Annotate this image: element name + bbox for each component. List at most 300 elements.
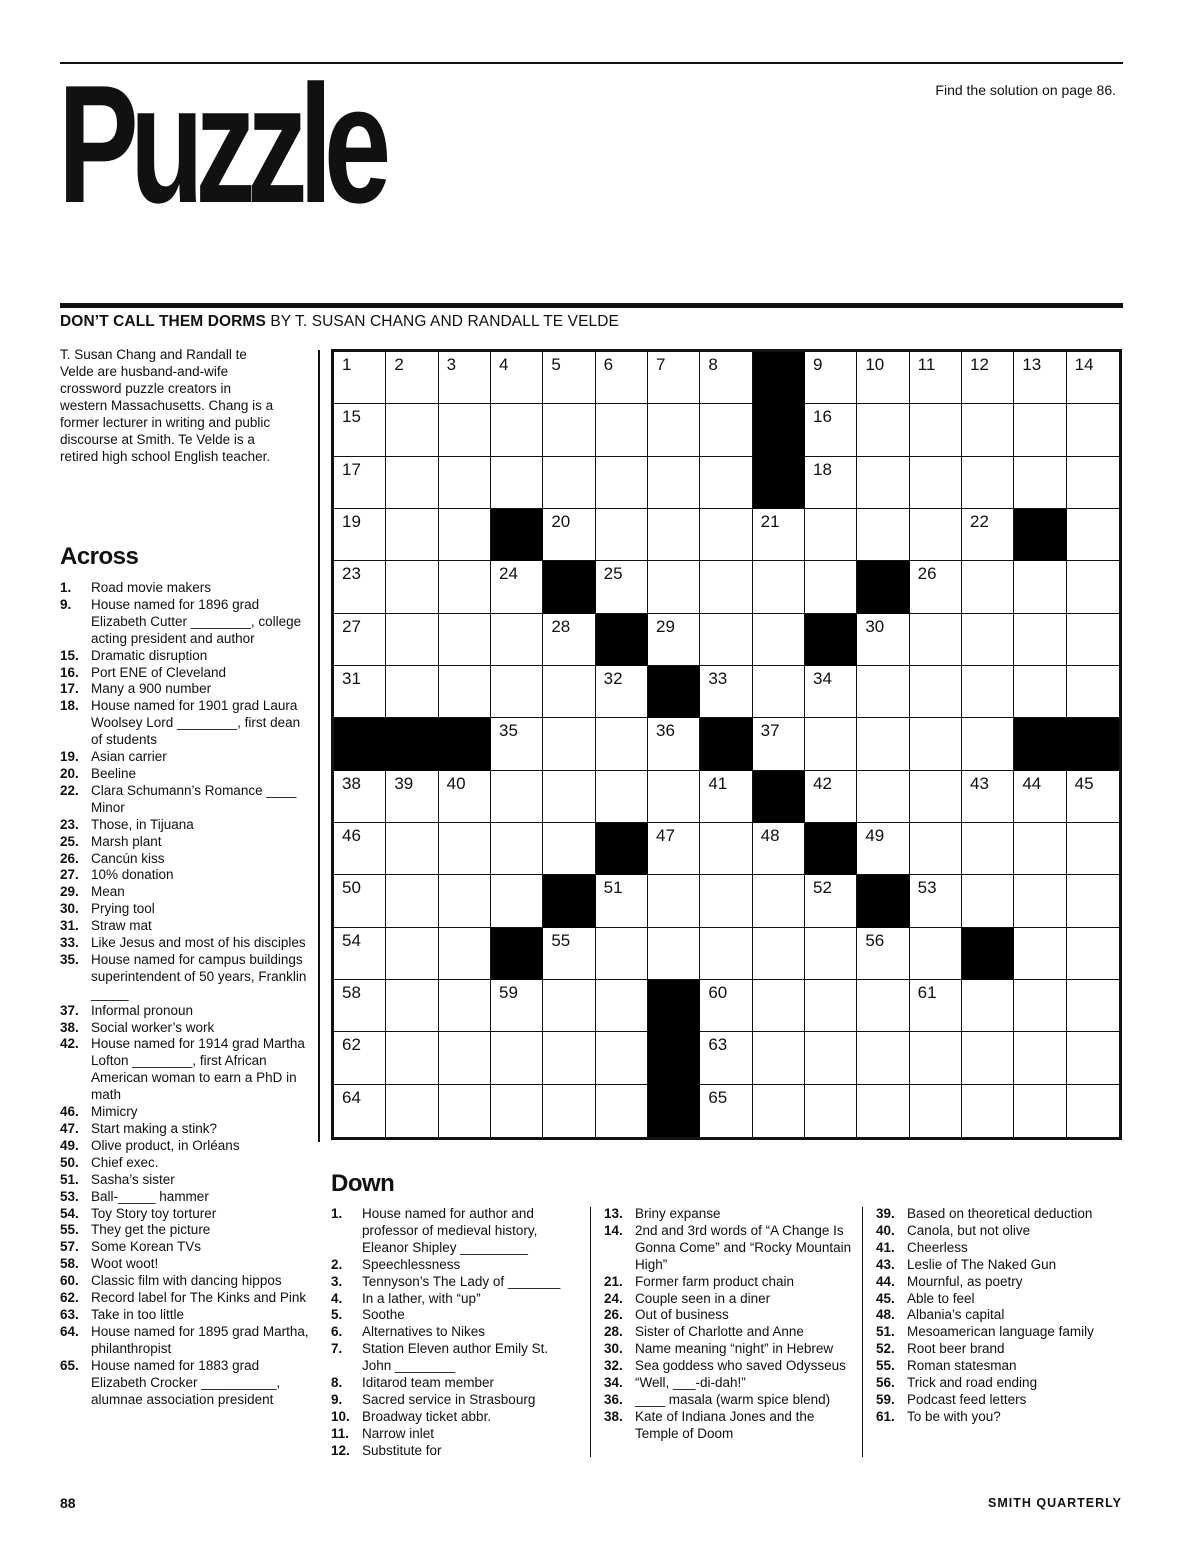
grid-cell[interactable] [753,1085,805,1137]
grid-cell[interactable] [700,614,752,666]
cell-number: 18 [813,459,832,479]
grid-cell[interactable] [962,352,1014,404]
grid-cell[interactable] [1067,457,1119,509]
grid-cell[interactable] [1067,666,1119,718]
grid-cell[interactable] [386,352,438,404]
grid-cell[interactable] [1067,352,1119,404]
grid-cell[interactable] [700,561,752,613]
grid-cell[interactable] [910,614,962,666]
grid-cell[interactable] [857,509,909,561]
cell-number: 34 [813,669,832,688]
grid-cell[interactable] [753,928,805,980]
grid-cell[interactable] [700,928,752,980]
clue-text: Station Eleven author Emily St. John ________ [362,1341,549,1374]
grid-cell[interactable] [700,771,752,823]
grid-cell[interactable] [386,928,438,980]
clue-text: Out of business [635,1307,729,1323]
grid-cell[interactable] [962,875,1014,927]
grid-cell[interactable] [857,823,909,875]
grid-cell[interactable] [439,771,491,823]
cell-number: 23 [342,564,361,584]
grid-cell[interactable] [700,352,752,404]
grid-cell[interactable] [805,561,857,613]
grid-cell[interactable] [439,980,491,1032]
grid-block [805,614,857,666]
grid-cell[interactable] [648,352,700,404]
grid-cell[interactable] [543,928,595,980]
grid-cell[interactable] [1067,823,1119,875]
clue-number: 38. [604,1408,623,1424]
grid-cell[interactable] [910,980,962,1032]
clue-text: Woot woot! [91,1256,159,1272]
clue-text: House named for 1914 grad Martha Lofton ________, first African American woman to earn a PhD in math [91,1036,305,1103]
grid-cell[interactable] [1067,404,1119,456]
grid-cell[interactable] [386,457,438,509]
cell-number: 4 [499,355,509,374]
grid-cell[interactable] [491,771,543,823]
grid-cell[interactable] [962,561,1014,613]
grid-cell[interactable] [543,823,595,875]
clue-text: They get the picture [91,1222,211,1238]
clue-text: House named for 1901 grad Laura Woolsey Lord ________, first dean of students [91,698,301,748]
grid-cell[interactable] [753,561,805,613]
clue-number: 18. [60,698,79,714]
grid-cell[interactable] [491,561,543,613]
grid-cell[interactable] [753,509,805,561]
grid-cell[interactable] [439,1085,491,1137]
grid-cell[interactable] [334,771,386,823]
cell-number: 6 [603,355,614,374]
grid-cell[interactable] [648,771,700,823]
grid-block [648,666,700,718]
grid-cell[interactable] [491,875,543,927]
clue-number: 5. [331,1307,343,1323]
clue-item [60,918,310,935]
clue-item [876,1324,1122,1341]
grid-cell[interactable] [805,980,857,1032]
clue-item [876,1274,1122,1291]
grid-cell[interactable] [334,614,386,666]
grid-cell[interactable] [648,404,700,456]
clue-item [876,1392,1122,1409]
grid-cell[interactable] [700,457,752,509]
grid-cell[interactable] [543,771,595,823]
grid-cell[interactable] [596,771,648,823]
clue-item [331,1443,581,1460]
clue-item [60,681,310,698]
grid-cell[interactable] [857,352,909,404]
grid-block [753,457,805,509]
clue-item [331,1341,581,1375]
grid-cell[interactable] [962,1032,1014,1084]
grid-cell[interactable] [1067,1085,1119,1137]
clue-text: Trick and road ending [907,1375,1038,1391]
grid-cell[interactable] [910,457,962,509]
grid-cell[interactable] [334,561,386,613]
clue-text: Social worker’s work [91,1019,215,1035]
grid-cell[interactable] [1014,875,1066,927]
grid-cell[interactable] [596,404,648,456]
grid-cell[interactable] [439,509,491,561]
clue-text: Leslie of The Naked Gun [907,1256,1057,1272]
grid-cell[interactable] [805,509,857,561]
grid-cell[interactable] [386,771,438,823]
grid-cell[interactable] [1067,509,1119,561]
grid-cell[interactable] [1067,980,1119,1032]
clue-text: Many a 900 number [91,681,212,697]
grid-cell[interactable] [1014,1032,1066,1084]
clue-number: 22. [60,782,79,798]
grid-cell[interactable] [962,614,1014,666]
clue-number: 1. [331,1206,343,1221]
grid-cell[interactable] [334,404,386,456]
grid-cell[interactable] [596,457,648,509]
grid-cell[interactable] [543,509,595,561]
grid-cell[interactable] [648,509,700,561]
grid-cell[interactable] [334,457,386,509]
grid-cell[interactable] [334,666,386,718]
clue-item [60,867,310,884]
clue-number: 45. [876,1290,895,1306]
grid-cell[interactable] [439,614,491,666]
column-divider [862,1207,863,1457]
grid-cell[interactable] [910,352,962,404]
clue-number: 20. [60,765,79,781]
grid-cell[interactable] [700,980,752,1032]
clue-item [331,1257,581,1274]
grid-cell[interactable] [857,666,909,718]
clue-text: Some Korean TVs [91,1239,202,1255]
grid-block [648,980,700,1032]
grid-cell[interactable] [857,928,909,980]
grid-cell[interactable] [439,404,491,456]
grid-cell[interactable] [648,823,700,875]
clue-number: 33. [60,935,79,951]
grid-cell[interactable] [910,404,962,456]
cell-number: 28 [551,616,571,636]
grid-cell[interactable] [543,1085,595,1137]
grid-cell[interactable] [1014,823,1066,875]
grid-cell[interactable] [753,718,805,770]
grid-cell[interactable] [910,771,962,823]
grid-cell[interactable] [962,457,1014,509]
grid-cell[interactable] [910,928,962,980]
grid-cell[interactable] [648,875,700,927]
grid-cell[interactable] [700,509,752,561]
clue-number: 62. [60,1290,79,1306]
grid-cell[interactable] [439,457,491,509]
grid-cell[interactable] [962,404,1014,456]
grid-cell[interactable] [857,457,909,509]
cell-number: 39 [394,773,414,793]
grid-cell[interactable] [857,980,909,1032]
grid-cell[interactable] [491,404,543,456]
grid-cell[interactable] [334,1032,386,1084]
clue-number: 14. [604,1222,623,1238]
grid-cell[interactable] [700,875,752,927]
clue-text: Iditarod team member [362,1375,495,1391]
clue-item [60,1020,310,1037]
grid-cell[interactable] [910,718,962,770]
grid-cell[interactable] [700,1032,752,1084]
cell-number: 37 [760,721,780,741]
clue-text: Sister of Charlotte and Anne [635,1324,804,1340]
grid-cell[interactable] [805,928,857,980]
grid-cell[interactable] [910,823,962,875]
clue-text: House named for 1883 grad Elizabeth Crocker __________, alumnae association president [91,1357,281,1407]
grid-block [753,352,805,404]
clue-item [604,1392,856,1409]
grid-cell[interactable] [596,928,648,980]
grid-cell[interactable] [596,561,648,613]
cell-number: 13 [1022,355,1042,374]
cell-number: 35 [499,721,518,741]
clue-text: Alternatives to Nikes [362,1324,486,1340]
grid-cell[interactable] [1067,561,1119,613]
clue-text: Speechlessness [362,1256,461,1272]
grid-cell[interactable] [491,666,543,718]
grid-cell[interactable] [962,771,1014,823]
grid-cell[interactable] [700,1085,752,1137]
grid-block [1014,509,1066,561]
clue-number: 61. [876,1408,895,1424]
grid-cell[interactable] [491,980,543,1032]
grid-cell[interactable] [491,352,543,404]
grid-cell[interactable] [491,823,543,875]
clue-item [60,1358,310,1409]
grid-block [648,1085,700,1137]
grid-cell[interactable] [543,352,595,404]
grid-cell[interactable] [857,1032,909,1084]
grid-cell[interactable] [700,666,752,718]
grid-cell[interactable] [648,561,700,613]
grid-cell[interactable] [543,1032,595,1084]
grid-cell[interactable] [334,823,386,875]
grid-cell[interactable] [386,1032,438,1084]
grid-cell[interactable] [439,1032,491,1084]
grid-cell[interactable] [805,771,857,823]
grid-cell[interactable] [596,1032,648,1084]
grid-cell[interactable] [857,1085,909,1137]
grid-cell[interactable] [439,666,491,718]
grid-cell[interactable] [962,980,1014,1032]
grid-cell[interactable] [386,875,438,927]
clue-item [876,1223,1122,1240]
clue-item [331,1307,581,1324]
grid-cell[interactable] [1014,980,1066,1032]
cell-number: 41 [708,773,728,793]
clue-number: 16. [60,664,79,680]
grid-cell[interactable] [1014,666,1066,718]
clue-item [60,749,310,766]
grid-block [857,875,909,927]
grid-cell[interactable] [648,718,700,770]
grid-cell[interactable] [1014,1085,1066,1137]
grid-cell[interactable] [596,875,648,927]
cell-number: 32 [603,669,623,688]
grid-cell[interactable] [910,1085,962,1137]
grid-cell[interactable] [805,718,857,770]
clue-item [60,1239,310,1256]
cell-number: 1 [342,355,352,374]
clue-item [60,851,310,868]
grid-cell[interactable] [386,823,438,875]
grid-cell[interactable] [439,561,491,613]
grid-cell[interactable] [910,509,962,561]
grid-cell[interactable] [491,457,543,509]
grid-cell[interactable] [596,1085,648,1137]
grid-cell[interactable] [753,875,805,927]
clue-number: 44. [876,1273,895,1289]
grid-cell[interactable] [962,666,1014,718]
clue-number: 17. [60,681,79,697]
grid-block [1014,718,1066,770]
grid-cell[interactable] [1014,404,1066,456]
cell-number: 59 [499,983,518,1002]
clue-item [604,1375,856,1392]
grid-block [491,928,543,980]
grid-cell[interactable] [700,404,752,456]
clue-number: 7. [331,1341,343,1357]
grid-cell[interactable] [805,404,857,456]
clue-item [60,1290,310,1307]
grid-cell[interactable] [491,614,543,666]
grid-cell[interactable] [439,823,491,875]
cell-number: 42 [813,773,832,793]
grid-cell[interactable] [386,509,438,561]
grid-cell[interactable] [910,561,962,613]
grid-cell[interactable] [543,980,595,1032]
clue-number: 26. [604,1307,623,1323]
grid-cell[interactable] [386,980,438,1032]
grid-cell[interactable] [1067,928,1119,980]
grid-cell[interactable] [962,718,1014,770]
grid-cell[interactable] [1014,457,1066,509]
grid-cell[interactable] [857,614,909,666]
clue-number: 56. [876,1375,895,1391]
grid-cell[interactable] [700,823,752,875]
grid-cell[interactable] [753,1032,805,1084]
grid-cell[interactable] [386,561,438,613]
grid-cell[interactable] [334,980,386,1032]
grid-cell[interactable] [596,352,648,404]
grid-cell[interactable] [491,1032,543,1084]
grid-cell[interactable] [543,666,595,718]
grid-cell[interactable] [334,352,386,404]
grid-cell[interactable] [1067,771,1119,823]
grid-cell[interactable] [1067,614,1119,666]
clue-item [876,1358,1122,1375]
grid-cell[interactable] [805,1032,857,1084]
grid-cell[interactable] [439,352,491,404]
grid-cell[interactable] [1014,614,1066,666]
grid-cell[interactable] [910,1032,962,1084]
grid-cell[interactable] [386,614,438,666]
clue-item [331,1426,581,1443]
clue-text: Couple seen in a diner [635,1290,771,1306]
grid-cell[interactable] [910,875,962,927]
grid-cell[interactable] [596,980,648,1032]
grid-cell[interactable] [334,509,386,561]
grid-cell[interactable] [1067,1032,1119,1084]
grid-block [386,718,438,770]
grid-cell[interactable] [386,1085,438,1137]
grid-cell[interactable] [805,352,857,404]
grid-cell[interactable] [805,457,857,509]
clue-item [331,1392,581,1409]
grid-cell[interactable] [543,614,595,666]
clue-item [604,1341,856,1358]
clue-number: 24. [604,1290,623,1306]
grid-cell[interactable] [753,666,805,718]
clue-item [60,1138,310,1155]
clue-number: 9. [331,1391,343,1407]
grid-cell[interactable] [491,718,543,770]
grid-cell[interactable] [543,404,595,456]
grid-cell[interactable] [753,980,805,1032]
grid-cell[interactable] [386,666,438,718]
grid-cell[interactable] [334,1085,386,1137]
clue-number: 30. [60,901,79,917]
grid-cell[interactable] [334,875,386,927]
grid-cell[interactable] [596,666,648,718]
grid-cell[interactable] [910,666,962,718]
grid-cell[interactable] [648,614,700,666]
grid-cell[interactable] [439,928,491,980]
grid-cell[interactable] [386,404,438,456]
grid-cell[interactable] [805,875,857,927]
grid-cell[interactable] [805,666,857,718]
grid-cell[interactable] [962,1085,1014,1137]
clue-number: 50. [60,1154,79,1170]
column-divider [318,350,320,1142]
clue-item [604,1274,856,1291]
grid-cell[interactable] [805,1085,857,1137]
grid-cell[interactable] [596,509,648,561]
grid-cell[interactable] [648,928,700,980]
clue-text: Tennyson’s The Lady of _______ [362,1273,561,1289]
grid-cell[interactable] [596,718,648,770]
grid-cell[interactable] [1014,771,1066,823]
grid-cell[interactable] [334,928,386,980]
grid-cell[interactable] [648,457,700,509]
clue-text: Substitute for [362,1442,442,1458]
cell-number: 51 [603,878,623,898]
author-intro: T. Susan Chang and Randall te Velde are husband-and-wife crossword puzzle creators in western Massachusetts. Chang is a former lecturer in writing and public discourse at Smith. Te Velde is a retired high school English teacher. [60,347,274,464]
grid-cell[interactable] [491,1085,543,1137]
grid-cell[interactable] [1014,352,1066,404]
grid-cell[interactable] [439,875,491,927]
clue-text: Straw mat [91,918,152,934]
clue-number: 52. [876,1341,895,1357]
grid-cell[interactable] [857,404,909,456]
grid-cell[interactable] [1014,928,1066,980]
page-title: Puzzle [58,50,383,238]
grid-cell[interactable] [857,771,909,823]
grid-cell[interactable] [543,718,595,770]
grid-cell[interactable] [1067,875,1119,927]
grid-cell[interactable] [753,823,805,875]
cell-number: 11 [917,355,936,374]
grid-cell[interactable] [962,509,1014,561]
cell-number: 62 [342,1035,361,1055]
grid-cell[interactable] [543,457,595,509]
grid-cell[interactable] [1014,561,1066,613]
grid-cell[interactable] [753,614,805,666]
grid-cell[interactable] [857,718,909,770]
grid-cell[interactable] [962,823,1014,875]
cell-number: 63 [708,1035,728,1055]
